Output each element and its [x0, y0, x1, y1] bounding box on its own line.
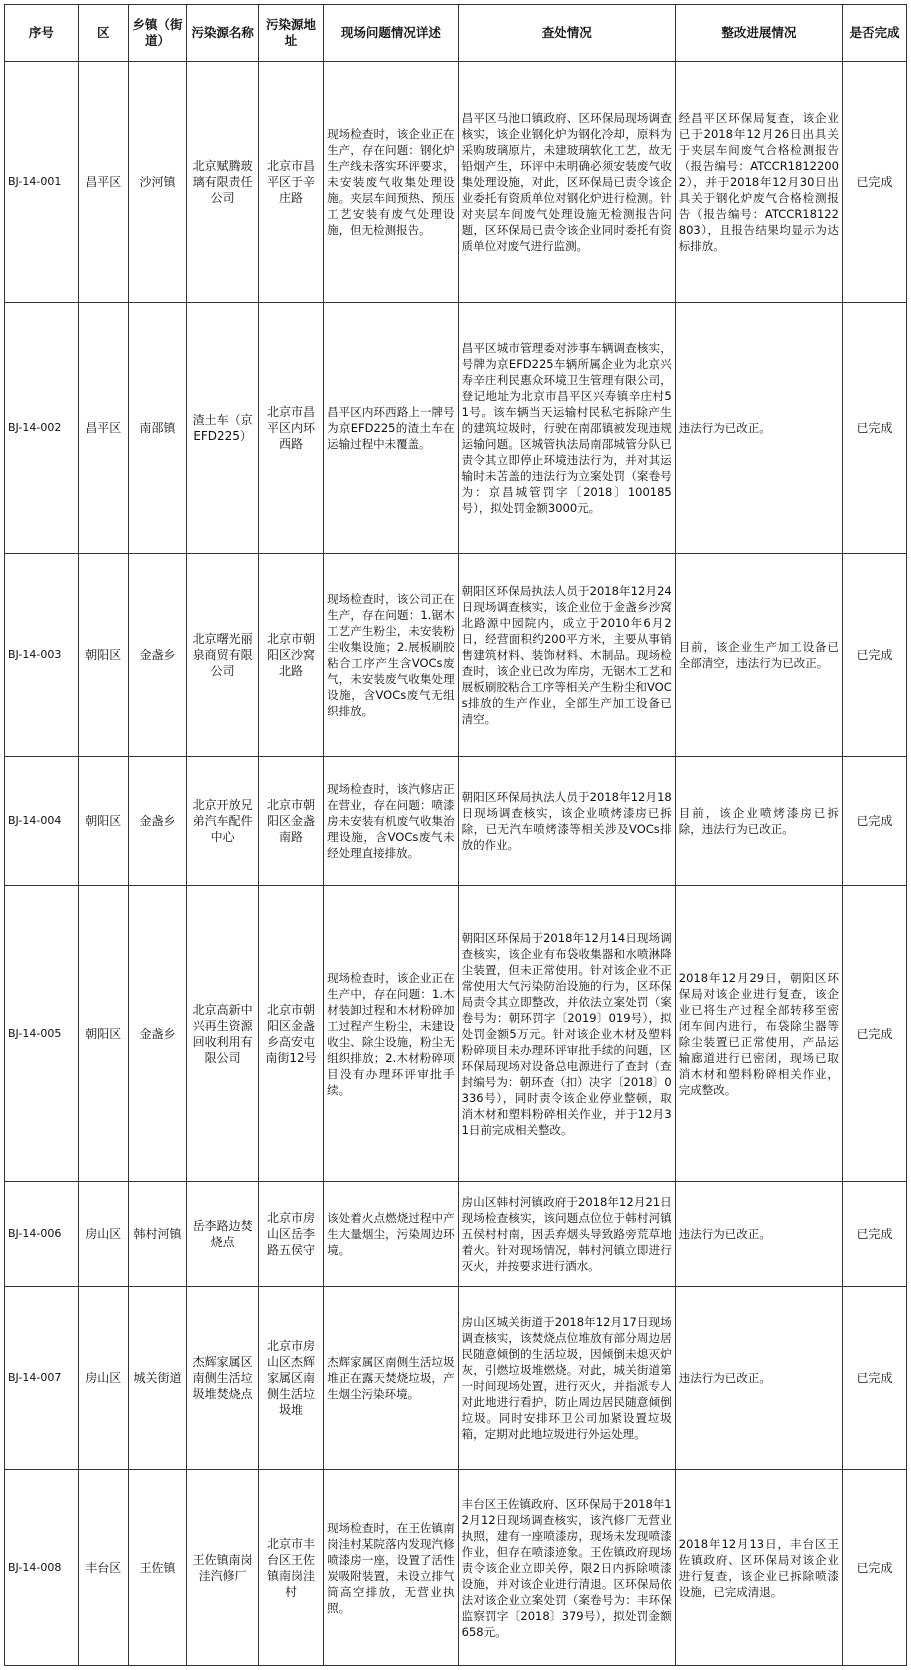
row-id: BJ-14-004 — [5, 757, 79, 886]
town-cell: 南邵镇 — [128, 302, 187, 553]
source-address-cell: 北京市昌平区于辛庄路 — [258, 62, 323, 303]
header-cell: 现场问题情况详述 — [324, 5, 459, 62]
handling-cell: 朝阳区环保局执法人员于2018年12月18日现场调查核实，该企业喷烤漆房已拆除，已无汽车喷烤漆等相关涉及VOCs排放的作业。 — [458, 757, 675, 886]
header-row — [5, 5, 907, 62]
header-cell: 查处情况 — [458, 5, 675, 62]
problem-cell: 昌平区内环西路上一牌号为京EFD225的渣土车在运输过程中未覆盖。 — [324, 302, 459, 553]
district-cell: 朝阳区 — [78, 554, 128, 757]
table-row — [5, 1182, 907, 1287]
problem-cell: 现场检查时，该企业正在生产中，存在问题：1.木材装卸过程和木材粉碎加工过程产生粉尘，未建设收尘、除尘设施，粉尘无组织排放；2.木材粉碎项目没有办理环评审批手续。 — [324, 885, 459, 1181]
source-name-cell: 北京高新中兴再生资源回收利用有限公司 — [187, 885, 259, 1181]
district-cell: 昌平区 — [78, 62, 128, 303]
town-cell: 金盏乡 — [128, 554, 187, 757]
source-name-cell: 王佐镇南岗洼汽修厂 — [187, 1470, 259, 1666]
progress-cell: 违法行为已改正。 — [675, 302, 842, 553]
progress-cell: 目前，该企业喷烤漆房已拆除，违法行为已改正。 — [675, 757, 842, 886]
source-address-cell: 北京市朝阳区沙窝北路 — [258, 554, 323, 757]
row-id: BJ-14-008 — [5, 1470, 79, 1666]
town-cell: 金盏乡 — [128, 885, 187, 1181]
source-name-cell: 杰辉家属区南侧生活垃圾堆焚烧点 — [187, 1286, 259, 1469]
table-row — [5, 885, 907, 1181]
header-cell: 序号 — [5, 5, 79, 62]
problem-cell: 杰辉家属区南侧生活垃圾堆正在露天焚烧垃圾，产生烟尘污染环境。 — [324, 1286, 459, 1469]
row-id: BJ-14-006 — [5, 1182, 79, 1287]
district-cell: 丰台区 — [78, 1470, 128, 1666]
district-cell: 房山区 — [78, 1286, 128, 1469]
problem-cell: 现场检查时，该企业正在生产，存在问题：钢化炉生产线未落实环评要求，未安装废气收集处理设施。夹层车间预热、预压工艺安装有废气处理设施，但无检测报告。 — [324, 62, 459, 303]
progress-cell: 经昌平区环保局复查，该企业已于2018年12月26日出具关于夹层车间废气合格检测报告（报告编号：ATCCR18122002），并于2018年12月30日出具关于钢化炉废气合格检测报告（报告编号：ATCCR18122803），且报告结果均显示为达标排放。 — [675, 62, 842, 303]
header-cell: 污染源地址 — [258, 5, 323, 62]
handling-cell: 昌平区马池口镇政府、区环保局现场调查核实，该企业钢化炉为钢化冷却，原料为采购玻璃原片，未建玻璃软化工艺，故无铅烟产生，环评中未明确必须安装废气收集处理设施，对此，区环保局已责令该企业委托有资质单位对钢化炉进行检测。针对夹层车间废气处理设施无检测报告问题，区环保局已责令该企业同时委托有资质单位对废气进行监测。 — [458, 62, 675, 303]
status-cell: 已完成 — [842, 554, 906, 757]
problem-cell: 该处着火点燃烧过程中产生大量烟尘，污染周边环境。 — [324, 1182, 459, 1287]
table-row — [5, 554, 907, 757]
source-address-cell: 北京市朝阳区金盏南路 — [258, 757, 323, 886]
problem-cell: 现场检查时，该汽修店正在营业，存在问题：喷漆房未安装有机废气收集治理设施，含VOCs废气未经处理直接排放。 — [324, 757, 459, 886]
progress-cell: 2018年12月13日，丰台区王佐镇政府、区环保局对该企业进行复查，该企业已拆除喷漆设施，已完成清退。 — [675, 1470, 842, 1666]
source-name-cell: 北京开放兄弟汽车配件中心 — [187, 757, 259, 886]
status-cell: 已完成 — [842, 1182, 906, 1287]
town-cell: 沙河镇 — [128, 62, 187, 303]
progress-cell: 违法行为已改正。 — [675, 1182, 842, 1287]
row-id: BJ-14-007 — [5, 1286, 79, 1469]
progress-cell: 违法行为已改正。 — [675, 1286, 842, 1469]
handling-cell: 房山区韩村河镇政府于2018年12月21日现场检查核实，该问题点位位于韩村河镇五侯村村南，因丢弃烟头导致路旁荒草地着火。针对现场情况，韩村河镇立即进行灭火，并按要求进行洒水。 — [458, 1182, 675, 1287]
table-row — [5, 1286, 907, 1469]
source-name-cell: 北京曙光丽泉商贸有限公司 — [187, 554, 259, 757]
source-address-cell: 北京市房山区岳李路五侯守 — [258, 1182, 323, 1287]
source-address-cell: 北京市朝阳区金盏乡高安屯南街12号 — [258, 885, 323, 1181]
source-name-cell: 岳李路边焚烧点 — [187, 1182, 259, 1287]
header-cell: 整改进展情况 — [675, 5, 842, 62]
problem-cell: 现场检查时，在王佐镇南岗洼村某院落内发现汽修喷漆房一座，设置了活性炭吸附装置，未设立排气筒高空排放，无营业执照。 — [324, 1470, 459, 1666]
header-cell: 是否完成 — [842, 5, 906, 62]
source-name-cell: 北京赋腾玻璃有限责任公司 — [187, 62, 259, 303]
table-row — [5, 757, 907, 886]
town-cell: 王佐镇 — [128, 1470, 187, 1666]
handling-cell: 昌平区城市管理委对涉事车辆调查核实，号牌为京EFD225车辆所属企业为北京兴寿辛庄利民惠众环境卫生管理有限公司，登记地址为北京市昌平区兴寿镇辛庄村51号。该车辆当天运输村民私宅拆除产生的建筑垃圾时，行驶在南邵镇被发现违规运输问题。区城管执法局南邵城管分队已责令其立即停止环境违法行为，并对其运输时未苫盖的违法行为立案处罚（案卷号为：京昌城管罚字〔2018〕100185号），拟处罚金额3000元。 — [458, 302, 675, 553]
town-cell: 金盏乡 — [128, 757, 187, 886]
status-cell: 已完成 — [842, 1286, 906, 1469]
source-address-cell: 北京市房山区杰辉家属区南侧生活垃圾堆 — [258, 1286, 323, 1469]
source-name-cell: 渣土车（京EFD225） — [187, 302, 259, 553]
source-address-cell: 北京市昌平区内环西路 — [258, 302, 323, 553]
row-id: BJ-14-003 — [5, 554, 79, 757]
handling-cell: 房山区城关街道于2018年12月17日现场调查核实，该焚烧点位堆放有部分周边居民随意倾倒的生活垃圾，因倾倒未熄灭炉灰，引燃垃圾堆燃烧。对此，城关街道第一时间现场处置，进行灭火，并指派专人对此地进行看护，防止周边居民随意倾倒垃圾。同时安排环卫公司加紧设置垃圾箱，定期对此地垃圾进行外运处理。 — [458, 1286, 675, 1469]
table-row — [5, 1470, 907, 1666]
table-row — [5, 62, 907, 303]
district-cell: 朝阳区 — [78, 757, 128, 886]
district-cell: 朝阳区 — [78, 885, 128, 1181]
handling-cell: 朝阳区环保局执法人员于2018年12月24日现场调查核实，该企业位于金盏乡沙窝北路源中园院内，成立于2010年6月2日，经营面积约200平方米，主要从事销售建筑材料、装饰材料、木制品。现场检查时，该企业已改为库房，无锯木工艺和展板刷胶粘合工序等相关产生粉尘和VOCs排放的生产作业，全部生产加工设备已清空。 — [458, 554, 675, 757]
header-cell: 乡镇（街道） — [128, 5, 187, 62]
problem-cell: 现场检查时，该公司正在生产，存在问题：1.锯木工艺产生粉尘，未安装粉尘收集设施；2.展板刷胶粘合工序产生含VOCs废气，未安装废气收集处理设施，含VOCs废气无组织排放。 — [324, 554, 459, 757]
town-cell: 城关街道 — [128, 1286, 187, 1469]
inspection-table — [4, 4, 907, 1666]
status-cell: 已完成 — [842, 885, 906, 1181]
row-id: BJ-14-001 — [5, 62, 79, 303]
source-address-cell: 北京市丰台区王佐镇南岗洼村 — [258, 1470, 323, 1666]
handling-cell: 朝阳区环保局于2018年12月14日现场调查核实，该企业有布袋收集器和水喷淋降尘装置，但未正常使用。针对该企业不正常使用大气污染防治设施的行为，区环保局责令其立即整改，并依法立案处罚（案卷号为：朝环罚字〔2019〕019号），拟处罚金额5万元。针对该企业木材及塑料粉碎项目未办理环评审批手续的问题，区环保局现场对设备总电源进行了查封（查封编号为：朝环查（扣）决字〔2018〕0336号），同时责令该企业停业整顿，取消木材和塑料粉碎相关作业，并于12月31日前完成相关整改。 — [458, 885, 675, 1181]
header-cell: 区 — [78, 5, 128, 62]
handling-cell: 丰台区王佐镇政府、区环保局于2018年12月12日现场调查核实，该汽修厂无营业执照，建有一座喷漆房，现场未发现喷漆作业，但存在喷漆迹象。王佐镇政府现场责令该企业立即关停，限2日内拆除喷漆设施，并对该企业进行清退。区环保局依法对该企业立案处罚（案卷号为：丰环保监察罚字〔2018〕379号），拟处罚金额658元。 — [458, 1470, 675, 1666]
district-cell: 房山区 — [78, 1182, 128, 1287]
status-cell: 已完成 — [842, 62, 906, 303]
progress-cell: 目前，该企业生产加工设备已全部清空，违法行为已改正。 — [675, 554, 842, 757]
status-cell: 已完成 — [842, 757, 906, 886]
status-cell: 已完成 — [842, 1470, 906, 1666]
row-id: BJ-14-002 — [5, 302, 79, 553]
district-cell: 昌平区 — [78, 302, 128, 553]
town-cell: 韩村河镇 — [128, 1182, 187, 1287]
row-id: BJ-14-005 — [5, 885, 79, 1181]
progress-cell: 2018年12月29日，朝阳区环保局对该企业进行复查，该企业已将生产过程全部转移至密闭车间内进行，布袋除尘器等除尘装置已正常使用，产品运输廊道进行已密闭，现场已取消木材和塑料粉碎相关作业，完成整改。 — [675, 885, 842, 1181]
table-row — [5, 302, 907, 553]
status-cell: 已完成 — [842, 302, 906, 553]
header-cell: 污染源名称 — [187, 5, 259, 62]
